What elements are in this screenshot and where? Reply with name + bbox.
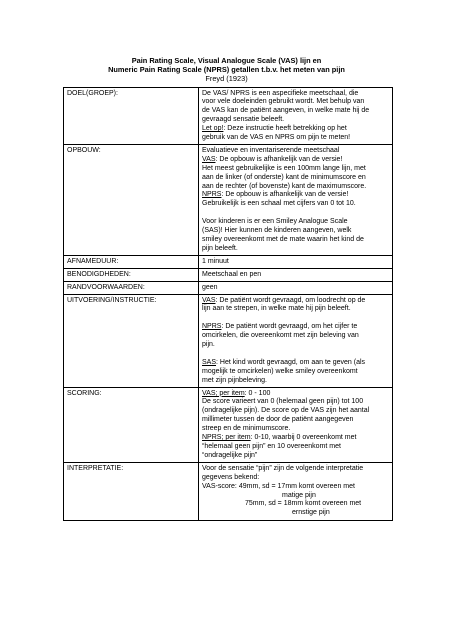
value-scoring (199, 388, 393, 463)
text-line: matige pijn (282, 491, 316, 499)
text: : De patiënt wordt gevraagd, om het cijfer te (221, 323, 358, 331)
text-line: met zijn pijnbeleving. (202, 376, 267, 384)
text-line: Voor kinderen is er een Smiley Analogue Scale (202, 218, 348, 226)
text-line: voor vele doeleinden gebruikt wordt. Met behulp van (202, 98, 365, 106)
text-line: aan de rechter (of bovenste) kant de maximumscore. (202, 182, 367, 190)
underlined-text: NPRS (202, 191, 222, 199)
row-interpretatie (64, 463, 393, 520)
label-scoring: SCORING: (64, 388, 199, 463)
text-line: “helemaal geen pijn” en 10 overeenkomt met (202, 442, 341, 450)
text-line (202, 390, 390, 399)
value-doel (199, 88, 393, 145)
text-line: millimeter tussen de door de patiënt aangegeven (202, 416, 354, 424)
label-opbouw: OPBOUW: (64, 145, 199, 256)
label-uitvoering: UITVOERING/INSTRUCTIE: (64, 295, 199, 388)
underlined-text: NPRS; per item (202, 434, 251, 442)
row-doel (64, 88, 393, 145)
text-line (202, 434, 390, 443)
row-benodigdheden (64, 269, 393, 282)
text-line (202, 156, 390, 165)
title-line-1: Pain Rating Scale, Visual Analogue Scale (VAS) lijn en (131, 56, 322, 65)
text-line (202, 191, 390, 200)
label-benodigdheden: BENODIGDHEDEN: (64, 269, 199, 282)
text-line: Gebruikelijk is een schaal met cijfers van 0 tot 10. (202, 200, 356, 208)
title-line-2: Numeric Pain Rating Scale (NPRS) getallen t.b.v. het meten van pijn (108, 65, 345, 74)
label-interpretatie: INTERPRETATIE: (64, 463, 199, 520)
info-table (63, 87, 393, 521)
text-line: (SAS)! Hier kunnen de kinderen aangeven, welk (202, 227, 352, 235)
underlined-text: VAS; per item (202, 389, 245, 397)
underlined-text: VAS (202, 296, 216, 304)
text-line: ernstige pijn (292, 509, 330, 517)
row-afnameduur (64, 256, 393, 269)
text-line: (ondragelijke pijn). De score op de VAS zijn het aantal (202, 407, 370, 415)
row-opbouw (64, 145, 393, 256)
text-line: aan de linker (of onderste) kant de minimumscore en (202, 173, 366, 181)
text-line: “ondragelijke pijn” (202, 451, 258, 459)
spacer (202, 314, 390, 323)
text-line: mogelijk te omcirkelen) welke smiley overeenkomt (202, 367, 358, 375)
value-uitvoering (199, 295, 393, 388)
author-year: Freyd (1923) (205, 74, 248, 83)
text-line: de VAS kan de patiënt aangeven, in welke mate hij de (202, 107, 370, 115)
text-line: gegevens bekend: (202, 473, 260, 481)
text-line (202, 359, 390, 368)
text-line: smiley overeenkomt met de mate waarin het kind de (202, 235, 364, 243)
value-opbouw (199, 145, 393, 256)
row-randvoorwaarden (64, 282, 393, 295)
text-line: De score varieert van 0 (helemaal geen pijn) tot 100 (202, 398, 364, 406)
underlined-text: NPRS (202, 323, 222, 331)
text-line: VAS-score: 49mm, sd = 17mm komt overeen met (202, 482, 355, 490)
label-doel: DOEL(GROEP): (64, 88, 199, 145)
text: : De patiënt wordt gevraagd, om loodrecht op de (215, 296, 366, 304)
value-interpretatie (199, 463, 393, 520)
text: : De opbouw is afhankelijk van de versie! (221, 191, 349, 199)
text-line: 75mm, sd = 18mm komt overeen met (245, 500, 362, 508)
text-line (202, 125, 390, 134)
text: : Deze instructie heeft betrekking op het (223, 125, 347, 133)
text-line: pijn beleeft. (202, 244, 238, 252)
spacer (202, 209, 390, 218)
text: : 0-10, waarbij 0 overeenkomt met (250, 434, 357, 442)
text-line: gebruik van de VAS en NPRS om pijn te meten! (202, 134, 351, 142)
value-afnameduur: 1 minuut (199, 256, 393, 269)
text-line (202, 297, 390, 306)
label-randvoorwaarden: RANDVOORWAARDEN: (64, 282, 199, 295)
label-afnameduur: AFNAMEDUUR: (64, 256, 199, 269)
underlined-text: SAS (202, 358, 217, 366)
text-line: gevraagd sensatie beleeft. (202, 116, 285, 124)
underlined-text: Let op! (202, 125, 224, 133)
row-scoring (64, 388, 393, 463)
text-line (202, 323, 390, 332)
text-line: omcirkelen, die overeenkomt met zijn beleving van (202, 332, 359, 340)
value-randvoorwaarden: geen (199, 282, 393, 295)
text-line: De VAS/ NPRS is een aspecifieke meetschaal, die (202, 89, 359, 97)
value-benodigdheden: Meetschaal en pen (199, 269, 393, 282)
text-line: Het meest gebruikelijke is een 100mm lange lijn, met (202, 164, 366, 172)
text-line: lijn aan te strepen, in welke mate hij pijn beleeft. (202, 305, 351, 313)
text: : Het kind wordt gevraagd, om aan te geven (als (216, 358, 366, 366)
text-line: Evaluatieve en inventariserende meetschaal (202, 146, 340, 154)
spacer (202, 350, 390, 359)
text-line: pijn. (202, 341, 215, 349)
text: : 0 - 100 (244, 389, 271, 397)
text-line: Voor de sensatie “pijn” zijn de volgende interpretatie (202, 464, 364, 472)
text: : De opbouw is afhankelijk van de versie! (215, 155, 343, 163)
text-line: streep en de minimumscore. (202, 425, 291, 433)
underlined-text: VAS (202, 155, 216, 163)
row-uitvoering (64, 295, 393, 388)
